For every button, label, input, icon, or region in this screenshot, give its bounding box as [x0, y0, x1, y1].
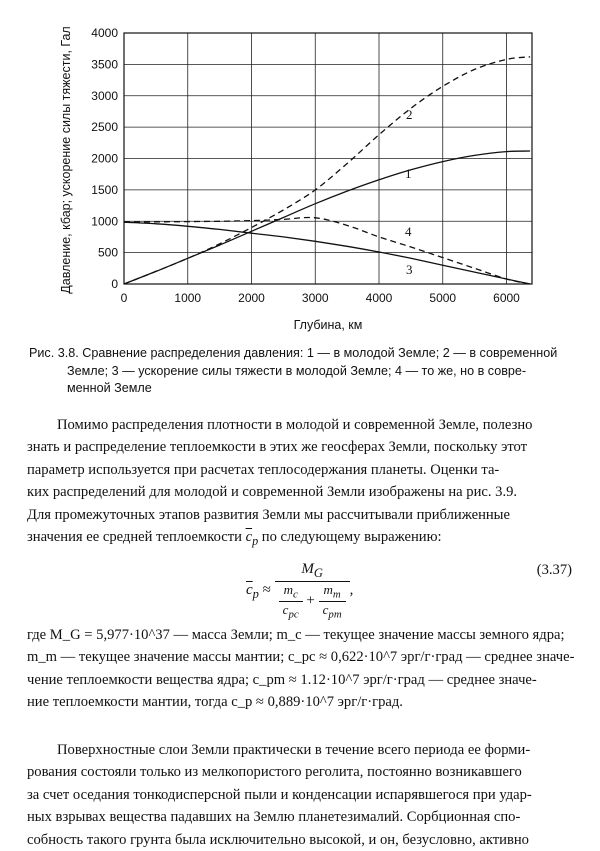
- eq-cpm-sub: pm: [328, 608, 342, 621]
- eq-mm: [319, 582, 346, 602]
- text-fragment: по следующему выражению:: [261, 529, 442, 546]
- text-line: Помимо распределения плотности в молодой и современной Земле, полезно: [57, 417, 533, 433]
- eq-MG-sub: G: [313, 566, 323, 580]
- text-line: собность такого грунта была исключительно высокой, и он, безусловно, активно: [27, 831, 529, 848]
- eq-cpc-sub: pc: [288, 608, 299, 621]
- text-fragment: значения ее средней теплоемкости: [27, 529, 242, 546]
- series-line-4: [124, 217, 530, 284]
- equation-number: (3.37): [536, 562, 572, 578]
- eq-cpc: [279, 602, 303, 621]
- chart-ticks: [91, 26, 520, 305]
- cp-symbol: $\overline{c}$: [245, 529, 253, 546]
- curve-label-4: 4: [405, 224, 412, 239]
- paragraph-1: [27, 414, 575, 552]
- y-tick-label: 500: [97, 245, 118, 260]
- text-line: чение теплоемкости вещества ядра; c_pm ≈ 1.12·10^7 эрг/г·град — среднее значе-: [27, 671, 537, 688]
- series-line-2: [124, 57, 530, 284]
- y-tick-label: 2500: [91, 120, 118, 135]
- curve-label-2: 2: [406, 107, 413, 122]
- cp-subscript: p: [252, 533, 259, 548]
- eq-cpm-symbol: $\overline{c}$: [322, 601, 329, 617]
- y-tick-label: 3000: [91, 88, 118, 103]
- x-tick-label: 6000: [493, 291, 520, 305]
- text-line: за счет оседания тонкодисперсной пыли и конденсации испарявшегося при удар-: [27, 786, 532, 803]
- y-tick-label: 3500: [91, 57, 118, 72]
- eq-fraction: [275, 561, 350, 620]
- eq-mc: [279, 582, 303, 602]
- caption-line: менной Земле: [67, 381, 152, 395]
- figure-caption: [29, 345, 569, 398]
- curve-label-1: 1: [405, 166, 412, 181]
- eq-frac-mantle: [319, 582, 346, 620]
- x-tick-label: 4000: [365, 291, 393, 305]
- eq-cpc-symbol: $\overline{c}$: [282, 601, 289, 617]
- equation-body: [246, 561, 353, 620]
- x-axis-label: Глубина, км: [293, 318, 363, 332]
- text-line: ких распределений для молодой и современной Земли изображены на рис. 3.9.: [27, 484, 518, 501]
- y-tick-label: 0: [111, 277, 118, 291]
- caption-line: Рис. 3.8. Сравнение распределения давления: 1 — в молодой Земле; 2 — в современной: [29, 346, 558, 360]
- curve-label-3: 3: [406, 262, 413, 277]
- chart-series: [124, 57, 530, 284]
- text-line: параметр используется при расчетах теплосодержания планеты. Оценки та-: [27, 461, 500, 478]
- eq-numerator: [275, 561, 350, 582]
- series-line-3: [124, 222, 530, 284]
- eq-plus: +: [306, 592, 315, 609]
- x-tick-label: 3000: [301, 291, 329, 305]
- eq-comma: ,: [349, 582, 354, 599]
- eq-cpm: [319, 602, 346, 621]
- series-line-1: [124, 151, 530, 284]
- text-line: ных взрывах вещества падавших на Землю планетезималий. Сорбционная спо-: [27, 809, 521, 826]
- text-line: Поверхностные слои Земли практически в течение всего периода ее форми-: [57, 742, 531, 758]
- text-line: знать и распределение теплоемкости в этих же геосферах Земли, поскольку этот: [27, 439, 528, 456]
- x-tick-label: 1000: [174, 291, 202, 305]
- text-line: рования состояли только из мелкопористого реголита, постоянно возникавшего: [27, 764, 522, 781]
- caption-line: Земле; 3 — ускорение силы тяжести в молодой Земле; 4 — то же, но в совре-: [67, 363, 527, 378]
- text-line: ние теплоемкости мантии, тогда c_p ≈ 0,889·10^7 эрг/г·град.: [27, 694, 403, 711]
- text-line: Для промежуточных этапов развития Земли мы рассчитывали приближенные: [27, 506, 510, 523]
- y-tick-label: 1500: [91, 182, 118, 197]
- eq-mm-sub: m: [332, 588, 341, 601]
- paragraph-3: [27, 739, 575, 851]
- text-line: m_m — текущее значение массы мантии; c_pc ≈ 0,622·10^7 эрг/г·град — среднее значе-: [27, 649, 575, 666]
- eq-mc-sub: c: [292, 588, 298, 601]
- x-tick-label: 5000: [429, 291, 457, 305]
- text-line: [27, 526, 575, 552]
- eq-frac-core: [279, 582, 303, 620]
- eq-MG: M: [301, 561, 314, 577]
- eq-approx: ≈: [262, 582, 271, 599]
- eq-mc-symbol: m: [283, 582, 293, 597]
- eq-denominator: [275, 582, 350, 620]
- y-axis-label: Давление, кбар; ускорение силы тяжести, Гал: [59, 26, 73, 294]
- eq-mm-symbol: m: [323, 582, 333, 597]
- eq-lhs: $\overline{c}$: [246, 582, 253, 599]
- x-tick-label: 0: [120, 291, 128, 305]
- depth-pressure-chart: [0, 0, 600, 345]
- y-tick-label: 4000: [91, 26, 118, 40]
- equation-3-37: [0, 555, 600, 625]
- y-tick-label: 1000: [91, 214, 118, 229]
- eq-lhs-sub: p: [252, 587, 259, 602]
- y-tick-label: 2000: [91, 151, 118, 166]
- paragraph-2: [27, 624, 575, 714]
- x-tick-label: 2000: [238, 291, 265, 305]
- text-line: где M_G = 5,977·10^37 — масса Земли; m_c — текущее значение массы земного ядра;: [27, 627, 565, 643]
